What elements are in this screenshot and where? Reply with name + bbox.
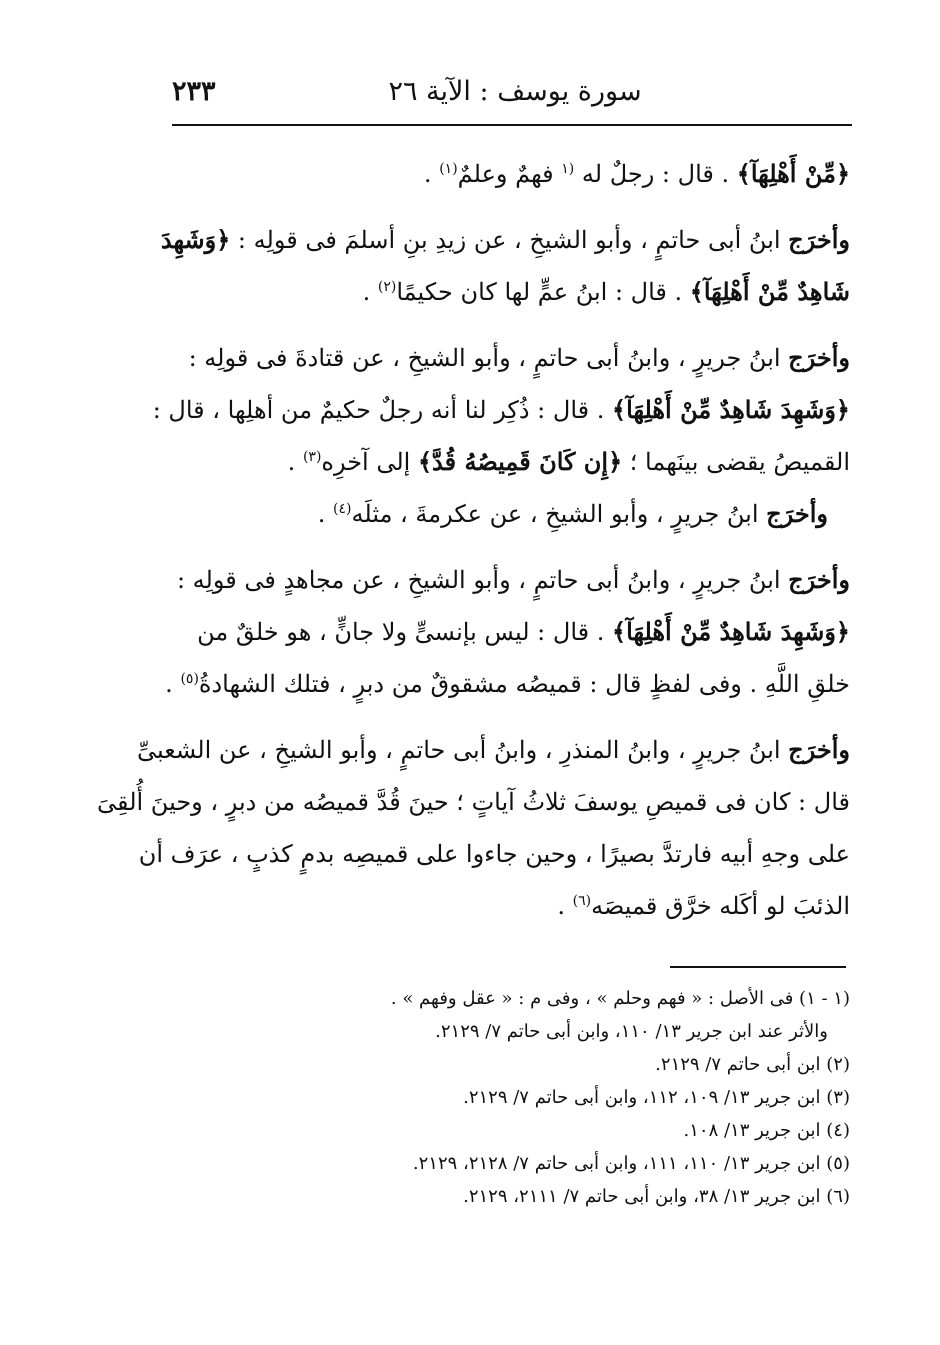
text-run: . قال : رجلٌ له [574,160,737,188]
text-run: . قال : ذُكِر لنا أنه رجلٌ حكيمٌ من أهلِها ، قال : [152,396,612,424]
footnote: والأثر عند ابن جرير ١٣/ ١١٠، وابن أبى حاتم ٧/ ٢١٢٩. [435,1021,828,1042]
text-run: . قال : ابنُ عمٍّ لها كان حكيمًا [396,278,690,306]
text-run: فهمٌ وعلمٌ [457,160,562,188]
narration-keyword: وأخرَج [766,499,828,528]
text-run: إلى آخرِه [321,448,418,476]
quran-quote: ﴿وَشَهِدَ شَاهِدٌ مِّنْ أَهْلِهَآ﴾ [612,617,850,646]
quran-quote: ﴿وَشَهِدَ شَاهِدٌ مِّنْ أَهْلِهَآ﴾ [612,395,850,424]
quran-quote: ﴿وَشَهِدَ [160,225,231,254]
text-run: ابنُ جريرٍ ، وابنُ أبى حاتمٍ ، وأبو الشيخِ ، عن مجاهدٍ فى قولِه : [176,566,789,594]
footnote-reference: (١ [561,161,575,177]
footnote-reference: (٢) [377,279,397,295]
footnote: (٢) ابن أبى حاتم ٧/ ٢١٢٩. [655,1054,850,1075]
text-run: الذئبَ لو أكَله خرَّق قميصَه [591,892,850,920]
narration-keyword: وأخرَج [788,565,850,594]
footnote: (٣) ابن جرير ١٣/ ١٠٩، ١١٢، وابن أبى حاتم ٧/ ٢١٢٩. [463,1087,850,1108]
quran-quote: ﴿إِن كَانَ قَمِيصُهُ قُدَّ﴾ [417,447,623,476]
footnote-reference: (٥) [180,671,199,687]
text-run: قال : كان فى قميصِ يوسفَ ثلاثُ آياتٍ ؛ حينَ قُدَّ قميصُه من دبرٍ ، وحينَ أُلقِىَ [97,788,850,816]
narration-keyword: وأخرَج [788,735,850,764]
text-line [170,266,850,318]
footnote-separator [670,966,846,968]
narration-keyword: وأخرَج [788,343,850,372]
text-line [170,148,850,200]
running-title: سورة يوسف : الآية ٢٦ [388,76,642,107]
footnotes [170,982,850,1213]
text-line [137,724,850,776]
text-line [97,776,850,828]
footnote-reference: (٤) [333,501,352,517]
footnote-reference: (٦) [572,893,592,909]
footnote: (٥) ابن جرير ١٣/ ١١٠، ١١١، وابن أبى حاتم ٧/ ٢١٢٨، ٢١٢٩. [412,1153,850,1174]
paragraph-gap [170,540,850,554]
text-run: ابنُ جريرٍ ، وابنُ المنذرِ ، وابنُ أبى حاتمٍ ، وأبو الشيخِ ، عن الشعبىِّ [137,736,789,764]
footnote-reference: (٣) [302,449,322,465]
footnote: (٦) ابن جرير ١٣/ ٣٨، وابن أبى حاتم ٧/ ٢١١١، ٢١٢٩. [463,1186,850,1207]
main-text [97,148,850,932]
text-line [170,606,850,658]
footnote: (١ - ١) فى الأصل : « فهم وحلم » ، وفى م : « عقل وفهم » . [390,988,850,1009]
text-run: خلقِ اللَّهِ . وفى لفظٍ قال : قميصُه مشقوقٌ من دبرٍ ، فتلك الشهادةُ [198,670,850,698]
text-run: على وجهِ أبيه فارتدَّ بصيرًا ، وحين جاءوا على قميصِه بدمٍ كذبٍ ، عرَف أن [138,840,850,868]
text-line [170,436,850,488]
text-run: ابنُ أبى حاتمٍ ، وأبو الشيخِ ، عن زيدِ بنِ أسلمَ فى قولِه : [230,226,789,254]
text-line [138,828,850,880]
quran-quote: ﴿مِّنْ أَهْلِهَآ﴾ [736,159,850,188]
text-run: . [423,160,440,188]
paragraph-gap [170,200,850,214]
text-run: . [287,448,303,476]
text-run: القميصُ يقضى بينَهما ؛ [622,448,850,476]
text-line [170,488,850,540]
text-run: . قال : ليس بإنسىٍّ ولا جانٍّ ، هو خلقٌ من [197,618,612,646]
paragraph-gap [170,318,850,332]
paragraph-gap [170,710,850,724]
text-run: . [317,500,334,528]
footnote-reference: (١) [439,161,458,177]
text-run: ابنُ جريرٍ ، وابنُ أبى حاتمٍ ، وأبو الشيخِ ، عن قتادةَ فى قولِه : [188,344,789,372]
footnote: (٤) ابن جرير ١٣/ ١٠٨. [683,1120,850,1141]
header-rule [172,124,852,126]
text-line [170,880,850,932]
text-run: ابنُ جريرٍ ، وأبو الشيخِ ، عن عكرمةَ ، مثلَه [351,500,767,528]
text-run: . [557,892,573,920]
narration-keyword: وأخرَج [788,225,850,254]
page-number: ٢٣٣ [172,76,216,107]
quran-quote: شَاهِدٌ مِّنْ أَهْلِهَآ﴾ [689,277,850,306]
text-line [152,384,850,436]
text-run: . [362,278,378,306]
text-line [170,332,850,384]
text-run: . [165,670,181,698]
text-line [160,214,850,266]
text-line [170,554,850,606]
text-line [165,658,850,710]
